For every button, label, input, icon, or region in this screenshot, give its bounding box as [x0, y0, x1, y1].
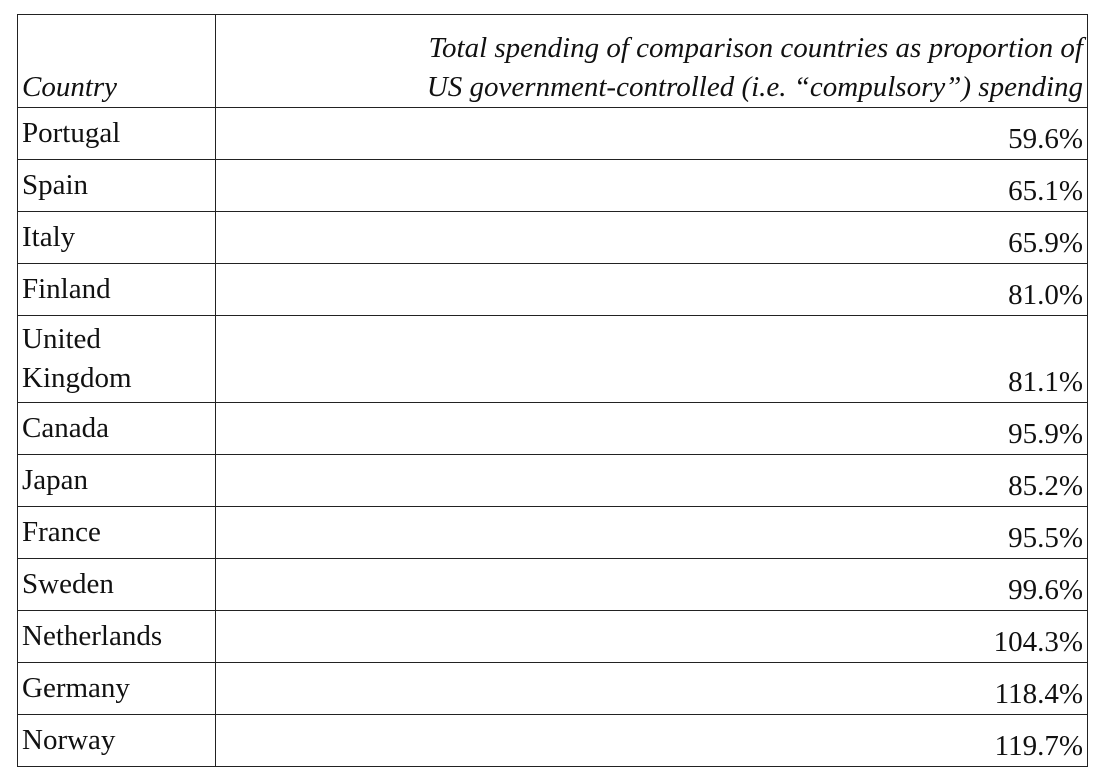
table-row	[18, 212, 1088, 264]
spending-column-header	[216, 15, 1088, 108]
country-cell: Germany	[18, 663, 216, 715]
country-cell: Canada	[18, 403, 216, 455]
country-cell: Portugal	[18, 108, 216, 160]
table-row	[18, 316, 1088, 403]
country-cell: Italy	[18, 212, 216, 264]
value-cell: 95.9%	[216, 403, 1088, 455]
value-cell: 119.7%	[216, 715, 1088, 767]
value-cell: 99.6%	[216, 559, 1088, 611]
country-cell: Spain	[18, 160, 216, 212]
value-cell: 65.1%	[216, 160, 1088, 212]
country-cell: Japan	[18, 455, 216, 507]
table-row	[18, 663, 1088, 715]
value-cell: 81.1%	[216, 316, 1088, 403]
value-cell: 59.6%	[216, 108, 1088, 160]
table-row	[18, 507, 1088, 559]
table-row	[18, 455, 1088, 507]
spending-header-line-2: US government-controlled (i.e. “compulsory”) spending	[426, 71, 1083, 103]
country-line-2: Kingdom	[22, 362, 132, 394]
value-cell: 85.2%	[216, 455, 1088, 507]
table-row	[18, 160, 1088, 212]
header-row	[18, 15, 1088, 108]
country-cell: France	[18, 507, 216, 559]
country-cell	[18, 316, 216, 403]
country-cell: Netherlands	[18, 611, 216, 663]
value-cell: 65.9%	[216, 212, 1088, 264]
value-cell: 118.4%	[216, 663, 1088, 715]
country-cell: Norway	[18, 715, 216, 767]
spending-table	[17, 14, 1088, 767]
value-cell: 81.0%	[216, 264, 1088, 316]
spending-header-line-1: Total spending of comparison countries as proportion of	[428, 32, 1083, 64]
country-column-header: Country	[18, 15, 216, 108]
country-line-1: United	[22, 323, 101, 355]
country-cell: Sweden	[18, 559, 216, 611]
value-cell: 104.3%	[216, 611, 1088, 663]
table-row	[18, 108, 1088, 160]
table-row	[18, 264, 1088, 316]
country-cell: Finland	[18, 264, 216, 316]
table-row	[18, 403, 1088, 455]
table-row	[18, 611, 1088, 663]
table-row	[18, 559, 1088, 611]
table-row	[18, 715, 1088, 767]
value-cell: 95.5%	[216, 507, 1088, 559]
